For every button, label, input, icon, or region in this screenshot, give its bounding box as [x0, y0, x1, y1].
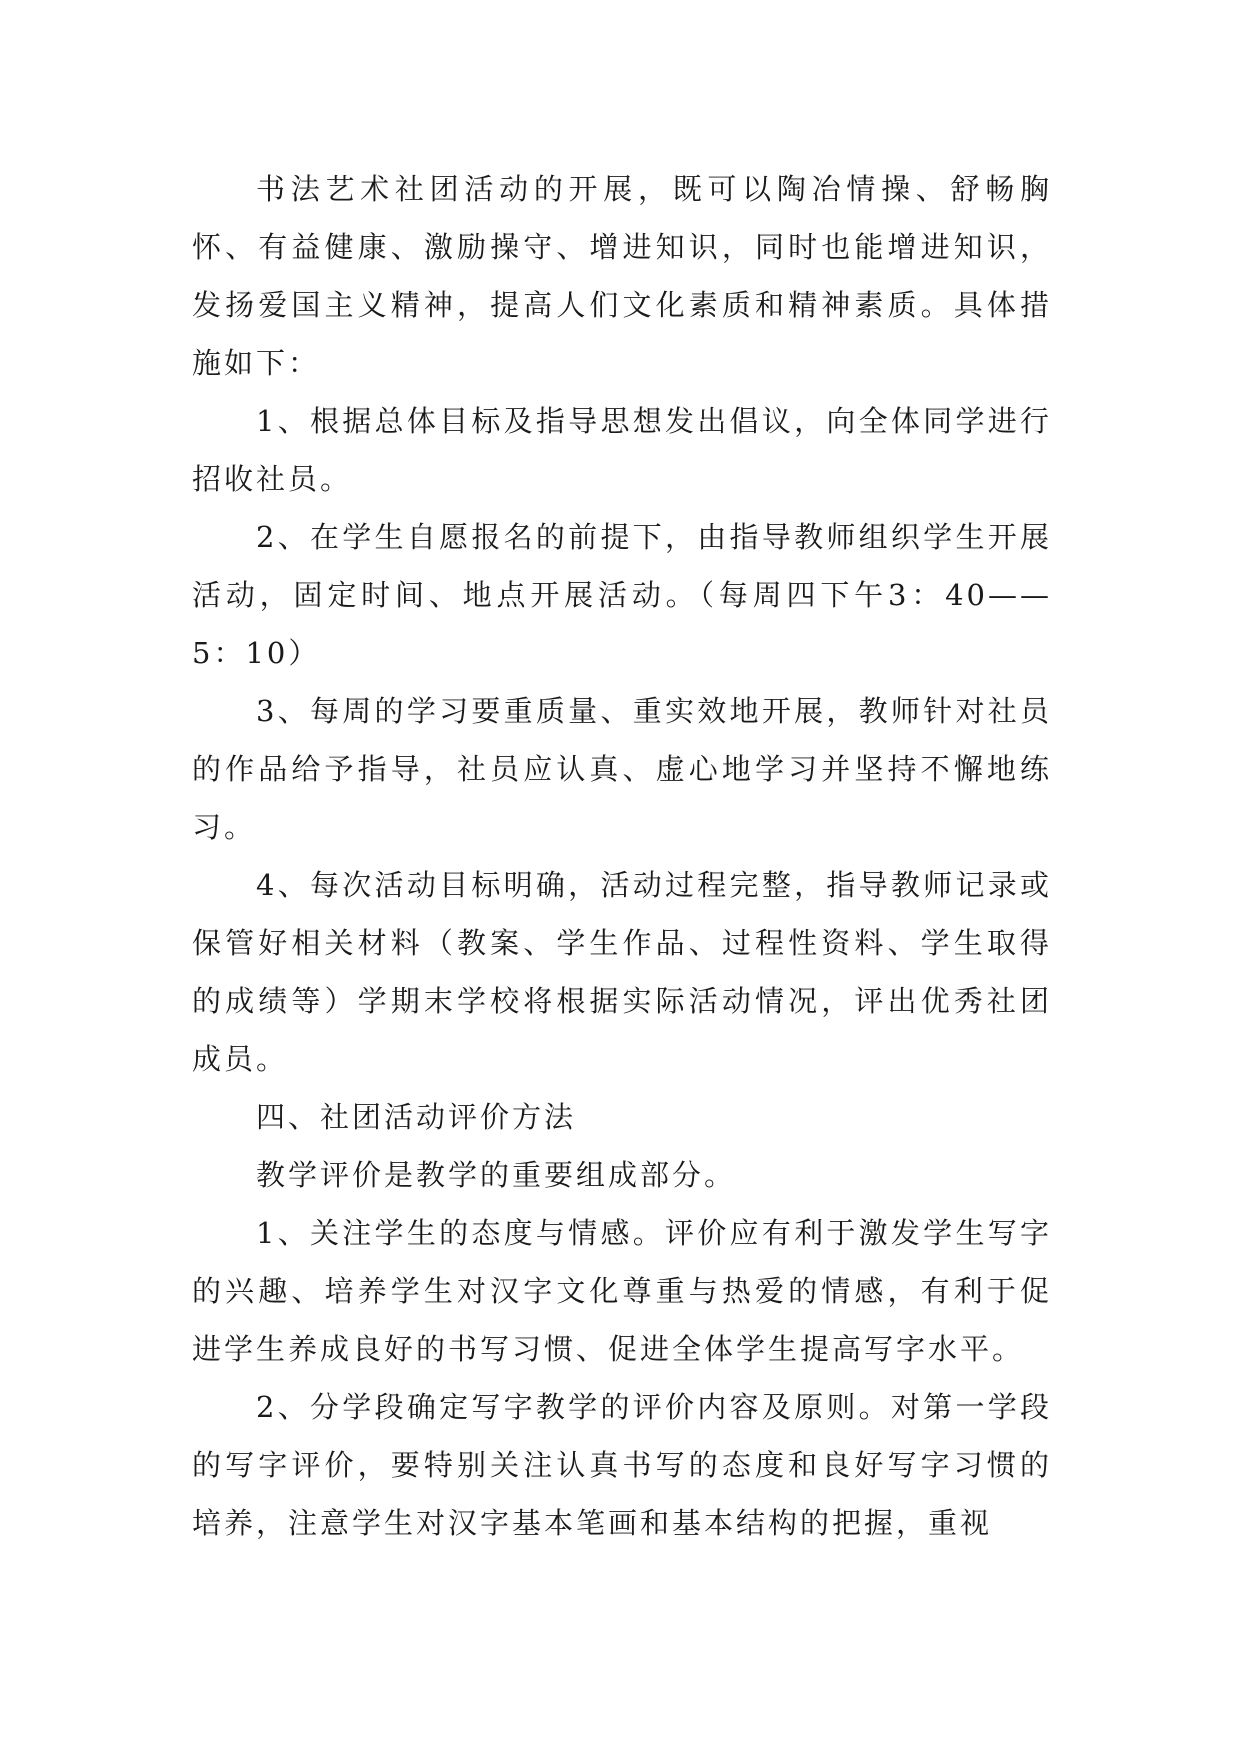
paragraph-measure-2: 2、在学生自愿报名的前提下，由指导教师组织学生开展活动，固定时间、地点开展活动。（每周四下午3：40——5：10）: [192, 520, 1052, 670]
paragraph-evaluation-2: 2、分学段确定写字教学的评价内容及原则。对第一学段的写字评价，要特别关注认真书写的态度和良好写字习惯的培养，注意学生对汉字基本笔画和基本结构的把握，重视: [192, 1390, 1052, 1540]
document-body: [192, 160, 1052, 1552]
paragraph-measure-4: 4、每次活动目标明确，活动过程完整，指导教师记录或保管好相关材料（教案、学生作品、过程性资料、学生取得的成绩等）学期末学校将根据实际活动情况，评出优秀社团成员。: [192, 868, 1052, 1076]
paragraph-intro: 书法艺术社团活动的开展，既可以陶冶情操、舒畅胸怀、有益健康、激励操守、增进知识，同时也能增进知识，发扬爱国主义精神，提高人们文化素质和精神素质。具体措施如下：: [192, 172, 1052, 380]
paragraph-measure-3: 3、每周的学习要重质量、重实效地开展，教师针对社员的作品给予指导，社员应认真、虚心地学习并坚持不懈地练习。: [192, 694, 1052, 844]
paragraph-evaluation-1: 1、关注学生的态度与情感。评价应有利于激发学生写字的兴趣、培养学生对汉字文化尊重与热爱的情感，有利于促进学生养成良好的书写习惯、促进全体学生提高写字水平。: [192, 1216, 1052, 1366]
section-heading-evaluation: 四、社团活动评价方法: [256, 1100, 577, 1134]
paragraph-evaluation-intro: 教学评价是教学的重要组成部分。: [256, 1158, 737, 1192]
paragraph-measure-1: 1、根据总体目标及指导思想发出倡议，向全体同学进行招收社员。: [192, 404, 1052, 496]
